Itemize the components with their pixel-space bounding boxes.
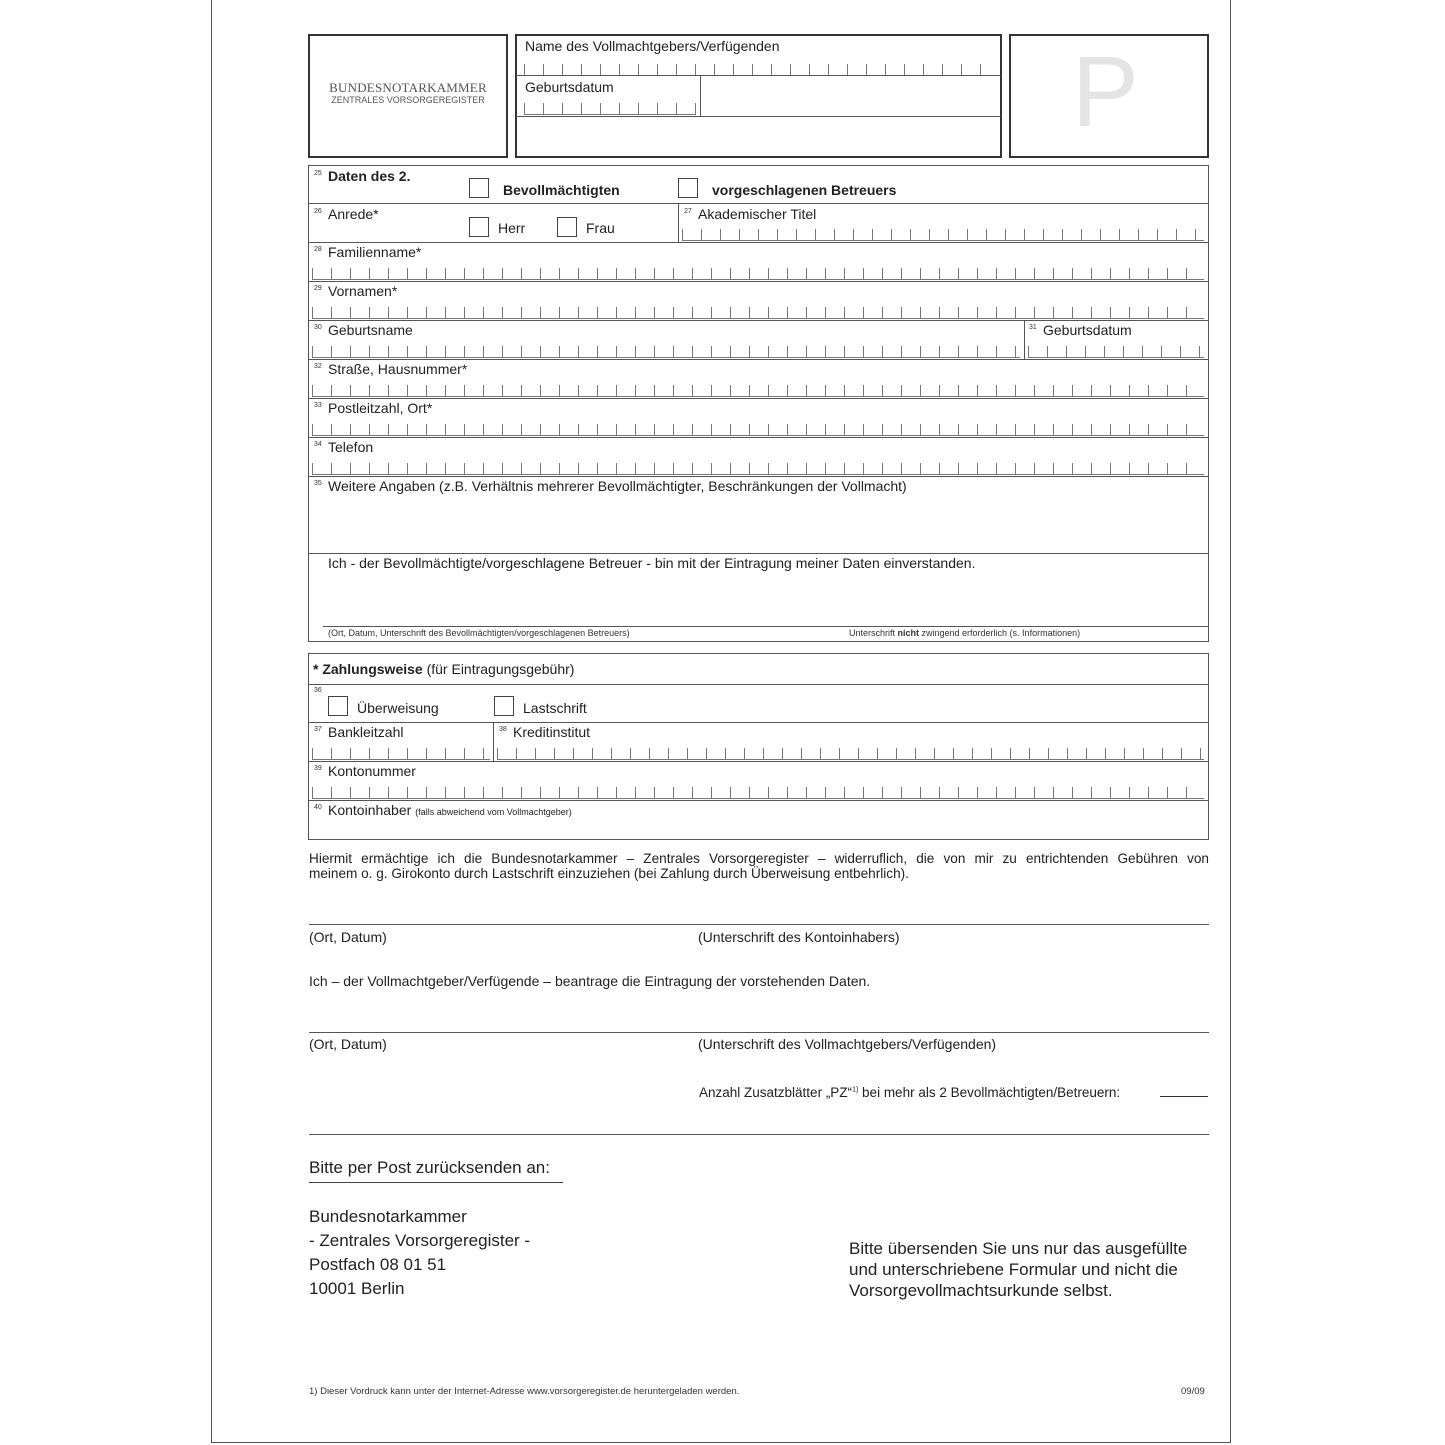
geburtsdatum-field[interactable] bbox=[1028, 346, 1204, 358]
kreditinstitut-field[interactable] bbox=[497, 748, 1204, 760]
section-title bbox=[328, 168, 410, 184]
form-letter: P bbox=[1072, 36, 1139, 148]
blz-field[interactable] bbox=[312, 748, 490, 760]
divider bbox=[309, 684, 1208, 685]
sig2-ort-datum: (Ort, Datum) bbox=[309, 1036, 387, 1052]
titel-field[interactable] bbox=[682, 229, 1204, 241]
notice-line-2: und unterschriebene Formular und nicht die bbox=[849, 1260, 1178, 1279]
familienname-field[interactable] bbox=[312, 268, 1204, 280]
geburtsdatum-label: Geburtsdatum bbox=[1043, 322, 1132, 338]
familienname-label: Familienname* bbox=[328, 244, 422, 260]
sig1-ort-datum: (Ort, Datum) bbox=[309, 929, 387, 945]
divider bbox=[700, 75, 701, 117]
grantor-signature-field[interactable] bbox=[309, 1003, 1209, 1031]
authorization-line: Hiermit ermächtige ich die Bundesnotarkammer – Zentrales Vorsorgeregister – widerruflich, die von mir zu entrichtenden Gebühren von bbox=[309, 851, 1209, 866]
divider bbox=[309, 476, 1208, 477]
note-part-bold: nicht bbox=[897, 628, 920, 638]
blz-label: Bankleitzahl bbox=[328, 724, 404, 740]
field-number: 38 bbox=[499, 726, 507, 733]
divider bbox=[516, 75, 1001, 76]
strasse-field[interactable] bbox=[312, 385, 1204, 397]
grantor-dob-label: Geburtsdatum bbox=[525, 79, 614, 95]
logo-line1: BUNDESNOTARKAMMER bbox=[329, 80, 487, 95]
checkbox-betreuer[interactable] bbox=[678, 178, 698, 198]
divider bbox=[309, 553, 1208, 554]
authorization-line: meinem o. g. Girokonto durch Lastschrift einzuziehen (bei Zahlung durch Überweisung entbehrlich). bbox=[309, 866, 909, 881]
vornamen-field[interactable] bbox=[312, 307, 1204, 319]
sig2-vollmachtgeber: (Unterschrift des Vollmachtgebers/Verfügenden) bbox=[698, 1036, 997, 1052]
anrede-label: Anrede* bbox=[328, 206, 379, 222]
frau-label: Frau bbox=[586, 220, 615, 236]
kontonummer-label: Kontonummer bbox=[328, 763, 416, 779]
extra-sheets-text: Anzahl Zusatzblätter „PZ“ bbox=[699, 1085, 853, 1100]
field-number: 34 bbox=[314, 441, 322, 448]
kontoinhaber-field[interactable] bbox=[310, 818, 1206, 838]
divider bbox=[309, 203, 1208, 204]
lastschrift-label: Lastschrift bbox=[523, 700, 587, 716]
address-line-1: Bundesnotarkammer bbox=[309, 1207, 467, 1226]
sig1-kontoinhaber: (Unterschrift des Kontoinhabers) bbox=[698, 929, 900, 945]
betreuer-label: vorgeschlagenen Betreuers bbox=[712, 182, 897, 198]
field-number: 33 bbox=[314, 402, 322, 409]
field-number: 37 bbox=[314, 726, 322, 733]
plz-field[interactable] bbox=[312, 424, 1204, 436]
footnote: 1) Dieser Vordruck kann unter der Internet-Adresse www.vorsorgeregister.de heruntergeladen werden. bbox=[309, 1386, 740, 1397]
field-number: 25 bbox=[314, 170, 322, 177]
kontoinhaber-note: (falls abweichend vom Vollmachtgeber) bbox=[415, 807, 572, 817]
apply-text: Ich – der Vollmachtgeber/Verfügende – beantrage die Eintragung der vorstehenden Daten. bbox=[309, 973, 871, 989]
address-line-4: 10001 Berlin bbox=[309, 1279, 405, 1298]
field-number: 40 bbox=[314, 804, 322, 811]
checkbox-bevollmaechtigten[interactable] bbox=[469, 178, 489, 198]
strasse-label: Straße, Hausnummer* bbox=[328, 361, 468, 377]
divider bbox=[309, 761, 1208, 762]
divider bbox=[516, 116, 1001, 117]
divider bbox=[309, 281, 1208, 282]
return-title: Bitte per Post zurücksenden an: bbox=[309, 1158, 550, 1177]
divider bbox=[309, 320, 1208, 321]
weitere-label: Weitere Angaben (z.B. Verhältnis mehrerer Bevollmächtigter, Beschränkungen der Vollmacht) bbox=[328, 478, 907, 494]
kreditinstitut-label: Kreditinstitut bbox=[513, 724, 591, 740]
signature-note bbox=[849, 628, 1080, 638]
checkbox-herr[interactable] bbox=[469, 217, 489, 237]
divider bbox=[309, 398, 1208, 399]
divider bbox=[309, 800, 1208, 801]
grantor-name-label: Name des Vollmachtgebers/Verfügenden bbox=[525, 38, 780, 54]
note-part: Unterschrift bbox=[849, 628, 898, 638]
field-number: 26 bbox=[314, 208, 322, 215]
telefon-label: Telefon bbox=[328, 439, 374, 455]
field-number: 29 bbox=[314, 285, 322, 292]
logo bbox=[308, 80, 508, 105]
field-number: 31 bbox=[1029, 324, 1037, 331]
checkbox-frau[interactable] bbox=[557, 217, 577, 237]
extra-sheets-field[interactable] bbox=[1160, 1096, 1208, 1097]
address-line-3: Postfach 08 01 51 bbox=[309, 1255, 447, 1274]
titel-label: Akademischer Titel bbox=[698, 206, 817, 222]
consent-text: Ich - der Bevollmächtigte/vorgeschlagene Betreuer - bin mit der Eintragung meiner Daten einverstanden. bbox=[328, 555, 976, 571]
grantor-dob-field[interactable] bbox=[524, 103, 696, 115]
bevollmaechtigten-label: Bevollmächtigten bbox=[503, 182, 620, 198]
consent-signature-field[interactable] bbox=[310, 575, 1206, 625]
notice-line-1: Bitte übersenden Sie uns nur das ausgefüllte bbox=[849, 1239, 1188, 1258]
divider bbox=[309, 437, 1208, 438]
field-number: 36 bbox=[314, 687, 322, 694]
checkbox-ueberweisung[interactable] bbox=[328, 696, 348, 716]
plz-label: Postleitzahl, Ort* bbox=[328, 400, 433, 416]
note-part: zwingend erforderlich (s. Informationen) bbox=[919, 628, 1081, 638]
field-number: 35 bbox=[314, 480, 322, 487]
weitere-field[interactable] bbox=[310, 496, 1206, 552]
ueberweisung-label: Überweisung bbox=[357, 700, 439, 716]
payment-title-suffix: (für Eintragungsgebühr) bbox=[422, 661, 575, 677]
divider bbox=[323, 626, 1208, 627]
extra-sheets-label bbox=[699, 1085, 1120, 1100]
payment-title bbox=[313, 661, 574, 677]
field-number: 28 bbox=[314, 246, 322, 253]
authorization-text bbox=[309, 851, 1209, 881]
kontonummer-field[interactable] bbox=[312, 787, 1204, 799]
field-number: 30 bbox=[314, 324, 322, 331]
logo-line2: ZENTRALES VORSORGEREGISTER bbox=[331, 95, 485, 105]
kontoinhaber-signature-field[interactable] bbox=[309, 895, 1209, 923]
signature-line bbox=[309, 924, 1209, 925]
geburtsname-label: Geburtsname bbox=[328, 322, 413, 338]
divider bbox=[678, 203, 679, 242]
divider bbox=[309, 722, 1208, 723]
divider bbox=[309, 1134, 1209, 1135]
field-number: 39 bbox=[314, 765, 322, 772]
divider bbox=[493, 722, 494, 761]
herr-label: Herr bbox=[498, 220, 526, 236]
title-underline bbox=[309, 1182, 563, 1183]
section-title-text: Daten des 2. bbox=[328, 168, 411, 184]
checkbox-lastschrift[interactable] bbox=[494, 696, 514, 716]
divider bbox=[1024, 320, 1025, 359]
kontoinhaber-label bbox=[328, 802, 572, 818]
signature-caption: (Ort, Datum, Unterschrift des Bevollmächtigten/vorgeschlagenen Betreuers) bbox=[328, 628, 630, 638]
geburtsname-field[interactable] bbox=[312, 346, 1020, 358]
address-line-2: - Zentrales Vorsorgeregister - bbox=[309, 1231, 531, 1250]
signature-line bbox=[309, 1032, 1209, 1033]
extra-sheets-text: bei mehr als 2 Bevollmächtigten/Betreuern: bbox=[858, 1085, 1121, 1100]
notice-line-3: Vorsorgevollmachtsurkunde selbst. bbox=[849, 1281, 1113, 1300]
divider bbox=[309, 242, 1208, 243]
footnote-ref: 1) bbox=[852, 1086, 859, 1094]
vornamen-label: Vornamen* bbox=[328, 283, 398, 299]
kontoinhaber-text: Kontoinhaber bbox=[328, 802, 412, 818]
field-number: 27 bbox=[684, 208, 692, 215]
version: 09/09 bbox=[1181, 1386, 1205, 1397]
divider bbox=[309, 359, 1208, 360]
field-number: 32 bbox=[314, 363, 322, 370]
payment-title-bold: * Zahlungsweise bbox=[313, 661, 423, 677]
telefon-field[interactable] bbox=[312, 463, 1204, 475]
